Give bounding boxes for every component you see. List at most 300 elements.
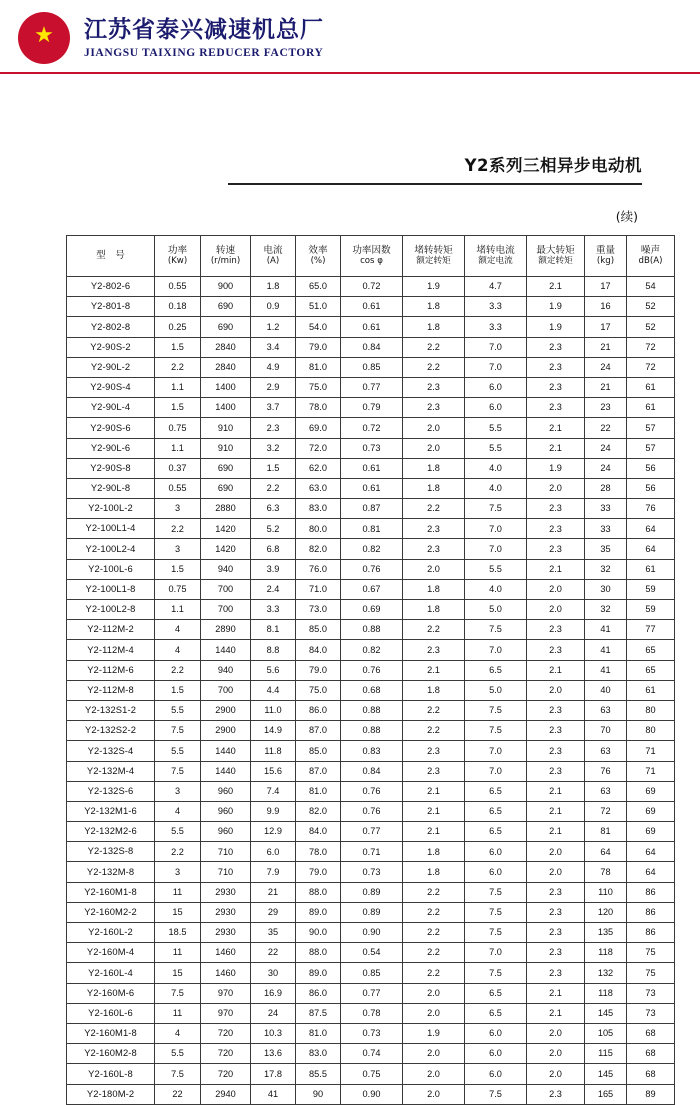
table-row [67,499,675,519]
table-cell: 2.2 [403,721,465,741]
table-row [67,357,675,377]
table-cell: 2.0 [527,1044,585,1064]
table-cell: 0.76 [341,660,403,680]
table-cell: 110 [585,882,627,902]
cell-model: Y2-90L-2 [67,357,155,377]
table-cell: 3.7 [251,398,296,418]
table-cell: 7.0 [465,519,527,539]
table-row [67,297,675,317]
table-cell: 71 [627,741,675,761]
table-row [67,600,675,620]
table-cell: 89.0 [296,963,341,983]
table-cell: 4.9 [251,357,296,377]
table-cell: 86.0 [296,983,341,1003]
table-cell: 82.0 [296,539,341,559]
table-cell: 1.8 [403,680,465,700]
table-cell: 69 [627,822,675,842]
table-cell: 0.61 [341,297,403,317]
table-cell: 16.9 [251,983,296,1003]
table-cell: 7.5 [155,761,201,781]
table-cell: 75.0 [296,680,341,700]
table-row [67,983,675,1003]
table-cell: 0.83 [341,741,403,761]
cell-model: Y2-100L2-8 [67,600,155,620]
table-cell: 83.0 [296,499,341,519]
table-cell: 2.3 [403,640,465,660]
table-cell: 62.0 [296,458,341,478]
table-cell: 1400 [201,398,251,418]
table-cell: 1.5 [155,337,201,357]
table-cell: 2900 [201,700,251,720]
table-cell: 720 [201,1044,251,1064]
table-cell: 41 [585,660,627,680]
table-cell: 86 [627,902,675,922]
table-row [67,1084,675,1104]
table-cell: 960 [201,801,251,821]
table-cell: 970 [201,983,251,1003]
table-cell: 0.55 [155,478,201,498]
cell-model: Y2-132M-8 [67,862,155,882]
table-cell: 4.0 [465,478,527,498]
table-row [67,377,675,397]
header-divider [0,72,700,74]
table-cell: 86.0 [296,700,341,720]
table-cell: 6.5 [465,660,527,680]
table-cell: 2.0 [527,600,585,620]
table-cell: 14.9 [251,721,296,741]
table-cell: 6.0 [251,842,296,862]
table-cell: 7.5 [465,963,527,983]
table-cell: 720 [201,1064,251,1084]
table-cell: 0.71 [341,842,403,862]
table-cell: 5.5 [465,559,527,579]
table-cell: 2.0 [403,559,465,579]
col-header-speed [201,236,251,277]
table-row [67,943,675,963]
table-cell: 2.3 [403,377,465,397]
table-row [67,801,675,821]
table-cell: 6.0 [465,1023,527,1043]
table-cell: 10.3 [251,1023,296,1043]
table-row [67,337,675,357]
table-cell: 2.1 [527,559,585,579]
table-cell: 0.76 [341,801,403,821]
table-cell: 2.3 [403,519,465,539]
table-cell: 1460 [201,943,251,963]
table-cell: 78 [585,862,627,882]
table-cell: 57 [627,438,675,458]
table-cell: 22 [155,1084,201,1104]
table-cell: 2930 [201,902,251,922]
table-cell: 7.5 [465,882,527,902]
table-cell: 105 [585,1023,627,1043]
table-cell: 23 [585,398,627,418]
table-row [67,317,675,337]
table-cell: 2.0 [403,1044,465,1064]
table-cell: 2.3 [527,882,585,902]
cell-model: Y2-801-8 [67,297,155,317]
table-cell: 0.76 [341,781,403,801]
table-cell: 0.77 [341,983,403,1003]
table-row [67,741,675,761]
table-cell: 4 [155,1023,201,1043]
table-cell: 1.8 [403,842,465,862]
table-cell: 3.3 [251,600,296,620]
table-cell: 11 [155,882,201,902]
cell-model: Y2-90S-6 [67,418,155,438]
table-cell: 89.0 [296,902,341,922]
table-cell: 690 [201,297,251,317]
table-cell: 0.73 [341,438,403,458]
table-cell: 73.0 [296,600,341,620]
table-cell: 2.0 [527,478,585,498]
col-header-locked-torque-sub: 额定转矩 [416,256,451,267]
table-header [67,236,675,277]
table-cell: 18.5 [155,923,201,943]
table-cell: 4 [155,640,201,660]
company-name-cn: 江苏省泰兴减速机总厂 [84,16,324,43]
table-cell: 69.0 [296,418,341,438]
table-cell: 2.1 [403,660,465,680]
cell-model: Y2-112M-2 [67,620,155,640]
table-cell: 64 [585,842,627,862]
table-row [67,923,675,943]
table-cell: 56 [627,478,675,498]
table-cell: 90 [296,1084,341,1104]
table-cell: 1.5 [251,458,296,478]
table-cell: 700 [201,680,251,700]
table-cell: 0.81 [341,519,403,539]
table-cell: 70 [585,721,627,741]
cell-model: Y2-160M1-8 [67,1023,155,1043]
table-cell: 72 [627,337,675,357]
table-body [67,277,675,1105]
table-cell: 4.0 [465,579,527,599]
table-row [67,620,675,640]
table-cell: 0.69 [341,600,403,620]
table-cell: 2.2 [403,700,465,720]
table-row [67,882,675,902]
table-cell: 59 [627,579,675,599]
table-cell: 2940 [201,1084,251,1104]
table-cell: 1.8 [403,862,465,882]
col-header-power-factor-sub: cos φ [360,256,383,267]
table-cell: 2840 [201,337,251,357]
table-cell: 1.9 [527,297,585,317]
table-cell: 29 [251,902,296,922]
col-header-max-torque [527,236,585,277]
table-cell: 1460 [201,963,251,983]
table-cell: 2.2 [403,499,465,519]
table-cell: 1.9 [403,1023,465,1043]
table-cell: 4.0 [465,458,527,478]
table-cell: 700 [201,600,251,620]
table-cell: 81 [585,822,627,842]
table-cell: 8.8 [251,640,296,660]
table-cell: 32 [585,600,627,620]
table-cell: 61 [627,559,675,579]
col-header-locked-torque [403,236,465,277]
col-header-max-torque-sub: 额定转矩 [538,256,573,267]
table-cell: 21 [251,882,296,902]
table-cell: 51.0 [296,297,341,317]
table-cell: 2.3 [527,1084,585,1104]
table-cell: 3.3 [465,297,527,317]
title-block [0,152,700,185]
table-cell: 2.3 [527,499,585,519]
table-cell: 0.73 [341,862,403,882]
table-cell: 0.61 [341,478,403,498]
cell-model: Y2-90S-2 [67,337,155,357]
table-cell: 118 [585,983,627,1003]
table-cell: 0.37 [155,458,201,478]
table-cell: 7.5 [465,620,527,640]
table-cell: 0.88 [341,700,403,720]
col-header-max-torque-main: 最大转矩 [536,245,575,257]
table-cell: 2.3 [527,700,585,720]
table-cell: 960 [201,822,251,842]
table-cell: 2.3 [527,741,585,761]
table-cell: 0.78 [341,1003,403,1023]
table-cell: 0.87 [341,499,403,519]
cell-model: Y2-802-8 [67,317,155,337]
table-cell: 61 [627,680,675,700]
table-cell: 30 [585,579,627,599]
table-cell: 68 [627,1023,675,1043]
table-cell: 132 [585,963,627,983]
table-cell: 2.3 [527,519,585,539]
table-cell: 7.0 [465,640,527,660]
table-cell: 79.0 [296,337,341,357]
cell-model: Y2-160L-4 [67,963,155,983]
cell-model: Y2-132S1-2 [67,700,155,720]
table-cell: 2.2 [403,902,465,922]
table-cell: 6.0 [465,862,527,882]
col-header-noise [627,236,675,277]
table-cell: 0.55 [155,277,201,297]
table-cell: 0.61 [341,458,403,478]
table-cell: 65 [627,660,675,680]
table-cell: 12.9 [251,822,296,842]
table-cell: 2.3 [403,741,465,761]
table-cell: 17 [585,317,627,337]
cell-model: Y2-180M-2 [67,1084,155,1104]
table-cell: 21 [585,337,627,357]
table-cell: 0.77 [341,822,403,842]
cell-model: Y2-802-6 [67,277,155,297]
continued-label: (续) [615,209,638,224]
table-cell: 3 [155,781,201,801]
table-cell: 2.0 [403,438,465,458]
cell-model: Y2-132S-6 [67,781,155,801]
table-cell: 2.3 [527,902,585,922]
table-cell: 84.0 [296,640,341,660]
table-cell: 57 [627,418,675,438]
table-cell: 6.5 [465,983,527,1003]
table-cell: 2.3 [251,418,296,438]
table-cell: 5.0 [465,680,527,700]
table-cell: 15 [155,902,201,922]
table-cell: 75 [627,943,675,963]
table-cell: 700 [201,579,251,599]
table-cell: 61 [627,377,675,397]
col-header-efficiency [296,236,341,277]
table-cell: 6.0 [465,377,527,397]
table-cell: 2.1 [527,277,585,297]
table-cell: 59 [627,600,675,620]
table-cell: 2.3 [527,963,585,983]
table-row [67,519,675,539]
table-row [67,277,675,297]
table-cell: 120 [585,902,627,922]
table-cell: 2.1 [527,1003,585,1023]
table-cell: 79.0 [296,660,341,680]
table-cell: 1.1 [155,377,201,397]
table-cell: 2930 [201,923,251,943]
table-cell: 2.0 [403,1064,465,1084]
table-cell: 68 [627,1064,675,1084]
cell-model: Y2-100L-6 [67,559,155,579]
table-cell: 2.0 [527,680,585,700]
table-cell: 24 [251,1003,296,1023]
table-cell: 85.5 [296,1064,341,1084]
table-cell: 6.5 [465,781,527,801]
table-cell: 2.2 [155,357,201,377]
table-cell: 1440 [201,761,251,781]
table-row [67,822,675,842]
table-cell: 0.85 [341,963,403,983]
table-cell: 2.1 [527,418,585,438]
table-cell: 7.5 [465,700,527,720]
table-cell: 65.0 [296,277,341,297]
table-cell: 710 [201,862,251,882]
table-cell: 1.1 [155,438,201,458]
table-cell: 1.5 [155,559,201,579]
table-cell: 115 [585,1044,627,1064]
table-row [67,579,675,599]
table-cell: 33 [585,499,627,519]
table-cell: 1.1 [155,600,201,620]
table-cell: 2.3 [527,377,585,397]
table-cell: 0.82 [341,640,403,660]
table-cell: 2.4 [251,579,296,599]
table-cell: 52 [627,297,675,317]
table-cell: 81.0 [296,1023,341,1043]
table-cell: 0.90 [341,1084,403,1104]
table-cell: 1420 [201,539,251,559]
table-cell: 63.0 [296,478,341,498]
table-cell: 0.84 [341,337,403,357]
table-cell: 2.2 [403,620,465,640]
table-cell: 71.0 [296,579,341,599]
table-cell: 2.1 [527,801,585,821]
table-row [67,680,675,700]
table-cell: 7.0 [465,741,527,761]
table-cell: 35 [251,923,296,943]
table-cell: 2.2 [251,478,296,498]
table-cell: 69 [627,801,675,821]
table-cell: 9.9 [251,801,296,821]
table-cell: 5.6 [251,660,296,680]
cell-model: Y2-132S2-2 [67,721,155,741]
table-cell: 2900 [201,721,251,741]
table-row [67,700,675,720]
table-cell: 2890 [201,620,251,640]
col-header-efficiency-sub: (%) [310,256,326,267]
table-cell: 0.61 [341,317,403,337]
cell-model: Y2-100L1-8 [67,579,155,599]
table-cell: 1.9 [527,317,585,337]
table-row [67,539,675,559]
table-cell: 11 [155,1003,201,1023]
table-cell: 35 [585,539,627,559]
table-cell: 2.2 [403,882,465,902]
table-cell: 7.0 [465,943,527,963]
table-cell: 0.68 [341,680,403,700]
table-cell: 24 [585,438,627,458]
table-cell: 64 [627,519,675,539]
col-header-weight [585,236,627,277]
cell-model: Y2-90S-4 [67,377,155,397]
cell-model: Y2-160M1-8 [67,882,155,902]
table-cell: 2.3 [527,398,585,418]
cell-model: Y2-160M-4 [67,943,155,963]
table-cell: 6.5 [465,822,527,842]
cell-model: Y2-132S-8 [67,842,155,862]
table-cell: 85.0 [296,620,341,640]
table-cell: 1.8 [403,579,465,599]
table-cell: 2.3 [527,761,585,781]
table-cell: 78.0 [296,842,341,862]
table-cell: 41 [585,640,627,660]
table-row [67,1044,675,1064]
table-cell: 690 [201,478,251,498]
table-cell: 77 [627,620,675,640]
cell-model: Y2-112M-8 [67,680,155,700]
title-underline [228,183,642,185]
table-cell: 2.3 [403,398,465,418]
table-row [67,398,675,418]
cell-model: Y2-160M2-8 [67,1044,155,1064]
table-cell: 2.3 [527,539,585,559]
table-cell: 2.3 [527,640,585,660]
cell-model: Y2-132M2-6 [67,822,155,842]
table-cell: 64 [627,539,675,559]
cell-model: Y2-160L-8 [67,1064,155,1084]
table-cell: 0.76 [341,559,403,579]
table-row [67,1064,675,1084]
logo-arc [18,32,70,64]
col-header-efficiency-main: 效率 [308,245,328,257]
table-cell: 2.2 [155,842,201,862]
header-row [67,236,675,277]
table-cell: 68 [627,1044,675,1064]
table-cell: 1.8 [403,458,465,478]
cell-model: Y2-100L1-4 [67,519,155,539]
table-cell: 5.5 [465,418,527,438]
table-cell: 17.8 [251,1064,296,1084]
col-header-model [67,236,155,277]
table-cell: 4 [155,620,201,640]
table-cell: 86 [627,923,675,943]
table-cell: 16 [585,297,627,317]
table-cell: 21 [585,377,627,397]
table-cell: 30 [251,963,296,983]
cell-model: Y2-100L-2 [67,499,155,519]
table-cell: 76 [627,499,675,519]
table-cell: 83.0 [296,1044,341,1064]
table-cell: 145 [585,1003,627,1023]
